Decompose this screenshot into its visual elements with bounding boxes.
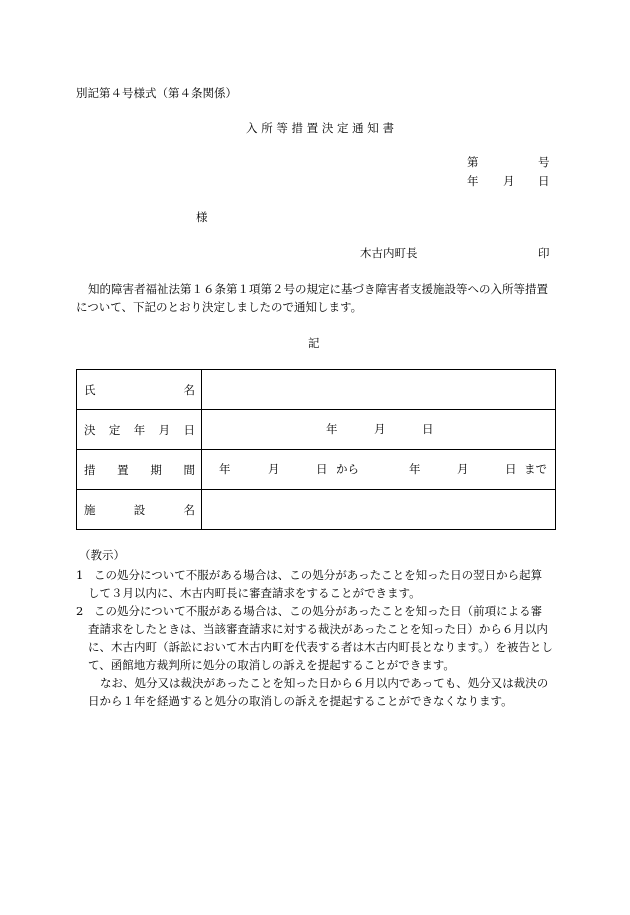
- seal-mark: 印: [538, 246, 550, 260]
- value-facility: [202, 490, 556, 530]
- notice-item2-line5: なお、処分又は裁決があったことを知った日から６月以内であっても、処分又は裁決の: [100, 676, 549, 690]
- period-until: まで: [524, 462, 547, 476]
- value-month: 月: [374, 422, 386, 436]
- addressee-honorific: 様: [196, 210, 208, 224]
- date-day: 日: [538, 174, 550, 188]
- label-char: 置: [117, 462, 129, 477]
- period-start-day: 日: [316, 462, 328, 476]
- form-number: 別記第４号様式（第４条関係）: [76, 86, 237, 100]
- label-char: 定: [108, 422, 121, 437]
- label-char: 措: [84, 462, 96, 477]
- ki-heading: 記: [308, 336, 320, 350]
- body-line-1: 知的障害者福祉法第１６条第１項第２号の規定に基づき障害者支援施設等への入所等措置: [88, 282, 548, 296]
- notice-item1-line1: この処分について不服がある場合は、この処分があったことを知った日の翌日から起算: [94, 568, 543, 582]
- period-end-day: 日: [505, 462, 517, 476]
- period-start-month: 月: [268, 462, 280, 476]
- table-row-facility: [77, 490, 556, 530]
- value-year: 年: [326, 422, 338, 436]
- period-end-year: 年: [409, 462, 421, 476]
- label-name: [77, 370, 202, 410]
- notice-heading: （教示）: [79, 548, 125, 562]
- notice-item2-number: 2: [76, 604, 84, 618]
- body-line-2: について、下記のとおり決定しましたので通知します。: [76, 300, 363, 314]
- period-end-month: 月: [457, 462, 469, 476]
- table-row-period: [77, 450, 556, 490]
- label-char: 間: [183, 462, 195, 477]
- date-month: 月: [503, 174, 515, 188]
- decision-table: [76, 369, 556, 530]
- date-year: 年: [467, 174, 479, 188]
- notice-item1-number: 1: [76, 568, 84, 582]
- value-day: 日: [422, 422, 434, 436]
- label-char: 日: [183, 422, 195, 437]
- label-char: 年: [133, 422, 146, 437]
- label-char: 名: [183, 502, 195, 517]
- period-from: から: [336, 462, 359, 476]
- label-period: [77, 450, 202, 490]
- label-char: 決: [84, 422, 96, 437]
- notice-item2-line1: この処分について不服がある場合は、この処分があったことを知った日（前項による審: [94, 604, 543, 618]
- label-char: 月: [158, 422, 171, 437]
- number-prefix: 第: [467, 155, 479, 169]
- label-char: 期: [150, 462, 162, 477]
- period-start-year: 年: [219, 462, 231, 476]
- label-char: 設: [133, 502, 146, 517]
- table-row-decision-date: [77, 410, 556, 450]
- label-char: 名: [183, 382, 195, 397]
- document-title: 入 所 等 措 置 決 定 通 知 書: [246, 121, 394, 135]
- label-facility: [77, 490, 202, 530]
- label-decision-date: [77, 410, 202, 450]
- notice-item2-line6: 日から１年を経過すると処分の取消しの訴えを提起することができなくなります。: [88, 694, 513, 708]
- number-suffix: 号: [538, 155, 550, 169]
- table-row-name: [77, 370, 556, 410]
- label-char: 氏: [84, 382, 96, 397]
- label-char: 施: [84, 502, 96, 517]
- issuer-name: 木古内町長: [360, 246, 418, 260]
- value-decision-date: [202, 410, 556, 450]
- value-name: [202, 370, 556, 410]
- value-period: [202, 450, 556, 490]
- notice-item2-line3: に、木古内町（訴訟において木古内町を代表する者は木古内町長となります。）を被告とし: [88, 640, 553, 654]
- notice-item1-line2: して３月以内に、木古内町長に審査請求をすることができます。: [88, 586, 421, 600]
- notice-item2-line2: 査請求をしたときは、当該審査請求に対する裁決があったことを知った日）から６月以内: [88, 622, 548, 636]
- notice-item2-line4: て、函館地方裁判所に処分の取消しの訴えを提起することができます。: [88, 658, 455, 672]
